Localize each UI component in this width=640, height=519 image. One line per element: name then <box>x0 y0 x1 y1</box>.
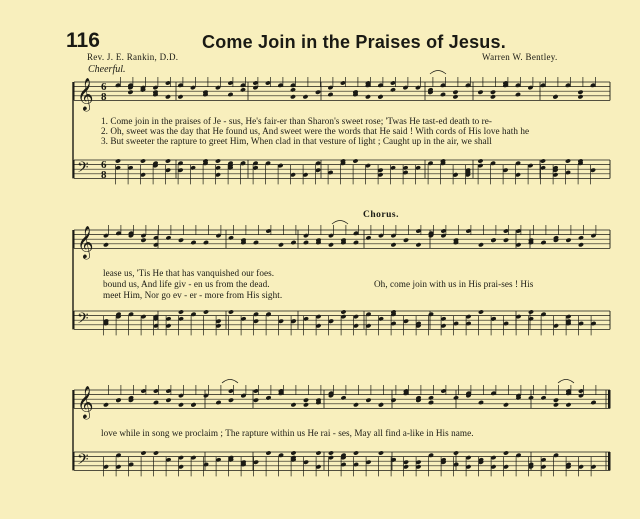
note-head <box>478 242 484 247</box>
fermata <box>558 380 574 384</box>
note-head <box>503 450 509 455</box>
note-head <box>328 242 334 247</box>
treble-clef: 𝄞 <box>77 385 94 419</box>
note-head <box>303 240 309 245</box>
note-head <box>578 235 584 240</box>
note-head <box>227 92 233 97</box>
note-head <box>390 398 396 403</box>
note-head <box>528 395 534 400</box>
bass-clef: 𝄢 <box>77 158 89 180</box>
note-head <box>428 395 434 400</box>
note-head <box>503 238 509 243</box>
note-head <box>352 158 358 163</box>
note-head <box>540 395 546 400</box>
note-head <box>165 94 171 99</box>
treble-clef: 𝄞 <box>77 225 94 259</box>
note-head <box>340 309 346 314</box>
note-head <box>290 94 296 99</box>
note-head <box>553 398 559 403</box>
note-head <box>127 90 133 95</box>
chorus-lyric-1: Oh, come join with us in His prai-ses ! His <box>374 279 534 289</box>
tempo-marking: Cheerful. <box>88 64 126 75</box>
note-head <box>403 238 409 243</box>
verse-3-line-1: 3. But sweeter the rapture to greet Him, When clad in that vesture of light ; Caught up in the air, we shall <box>101 136 492 146</box>
note-head <box>477 158 483 163</box>
note-head <box>478 309 484 314</box>
note-head <box>253 240 259 245</box>
author-credit: Rev. J. E. Rankin, D.D. <box>87 52 179 62</box>
note-head <box>315 90 321 95</box>
note-head <box>453 395 459 400</box>
note-head <box>540 240 546 245</box>
note-head <box>165 398 171 403</box>
note-head <box>153 400 159 405</box>
verse-2-line-2: bound us, And life giv - en us from the dead. <box>103 279 270 289</box>
note-head <box>315 450 321 455</box>
time-signature-numerator: 6 <box>101 159 107 172</box>
note-head <box>203 309 209 314</box>
note-head <box>477 90 483 95</box>
note-head <box>278 242 284 247</box>
note-head <box>165 158 171 163</box>
time-signature-denominator: 8 <box>101 90 107 103</box>
note-head <box>565 402 571 407</box>
note-head <box>353 240 359 245</box>
fermata <box>430 71 446 75</box>
note-head <box>490 94 496 99</box>
note-head <box>165 235 171 240</box>
composer-credit: Warren W. Bentley. <box>482 52 558 62</box>
note-head <box>565 158 571 163</box>
note-head <box>103 242 109 247</box>
hymn-title: Come Join in the Praises of Jesus. <box>202 32 506 52</box>
note-head <box>177 94 183 99</box>
note-head <box>390 87 396 92</box>
chorus-label: Chorus. <box>363 210 399 220</box>
note-head <box>590 400 596 405</box>
note-head <box>290 240 296 245</box>
note-head <box>103 402 109 407</box>
note-head <box>253 398 259 403</box>
note-head <box>303 402 309 407</box>
note-head <box>378 402 384 407</box>
time-signature-denominator: 8 <box>101 168 107 181</box>
note-head <box>290 450 296 455</box>
note-head <box>153 450 159 455</box>
note-head <box>178 309 184 314</box>
verse-1-line-2: lease us, 'Tis He that has vanquished our foes. <box>103 268 275 278</box>
note-head <box>552 94 558 99</box>
time-signature-numerator: 6 <box>101 81 107 94</box>
note-head <box>290 87 296 92</box>
note-head <box>115 158 121 163</box>
bass-clef: 𝄢 <box>77 309 89 331</box>
verse-1-line-1: 1. Come join in the praises of Je - sus, He's fair-er than Sharon's sweet rose; 'Twas He tast-ed death to re- <box>101 116 493 126</box>
note-head <box>228 398 234 403</box>
note-head <box>328 450 334 455</box>
note-head <box>340 395 346 400</box>
note-head <box>115 398 121 403</box>
note-head <box>178 238 184 243</box>
note-head <box>353 402 359 407</box>
note-head <box>415 242 421 247</box>
page-number: 116 <box>66 29 100 52</box>
note-head <box>228 309 234 314</box>
note-head <box>490 238 496 243</box>
fermata <box>222 380 238 384</box>
note-head <box>365 94 371 99</box>
final-barline <box>608 452 611 470</box>
note-head <box>215 158 221 163</box>
note-head <box>428 400 434 405</box>
note-head <box>215 400 221 405</box>
note-head <box>302 94 308 99</box>
fermata <box>332 221 348 225</box>
note-head <box>453 450 459 455</box>
note-head <box>303 398 309 403</box>
note-head <box>190 402 196 407</box>
note-head <box>377 94 383 99</box>
note-head <box>365 398 371 403</box>
note-head <box>390 242 396 247</box>
note-head <box>578 242 584 247</box>
note-head <box>265 450 271 455</box>
note-head <box>240 87 246 92</box>
final-barline <box>608 390 611 408</box>
note-head <box>553 402 559 407</box>
bass-clef: 𝄢 <box>77 450 89 472</box>
note-head <box>290 402 296 407</box>
note-head <box>140 158 146 163</box>
verse-2-line-1: 2. Oh, sweet was the day that He found us, And sweet were the words that He said ! With cords of His love hath he <box>101 126 530 136</box>
note-head <box>378 450 384 455</box>
note-head <box>140 238 146 243</box>
note-head <box>565 238 571 243</box>
note-head <box>577 94 583 99</box>
note-head <box>528 309 534 314</box>
note-head <box>490 90 496 95</box>
note-head <box>365 235 371 240</box>
note-head <box>327 92 333 97</box>
note-head <box>265 395 271 400</box>
note-head <box>440 92 446 97</box>
verse-3-line-2: meet Him, Nor go ev - er - more from His sight. <box>103 290 283 300</box>
note-head <box>228 235 234 240</box>
note-head <box>540 158 546 163</box>
note-head <box>515 92 521 97</box>
note-head <box>190 240 196 245</box>
chorus-lyric-2: love while in song we proclaim ; The rapture within us He rai - ses, May all find a-like in His name. <box>101 428 474 438</box>
note-head <box>203 240 209 245</box>
treble-clef: 𝄞 <box>77 77 94 111</box>
note-head <box>178 402 184 407</box>
note-head <box>140 450 146 455</box>
note-head <box>353 450 359 455</box>
note-head <box>452 90 458 95</box>
note-head <box>503 402 509 407</box>
note-head <box>478 400 484 405</box>
note-head <box>452 94 458 99</box>
note-head <box>577 90 583 95</box>
